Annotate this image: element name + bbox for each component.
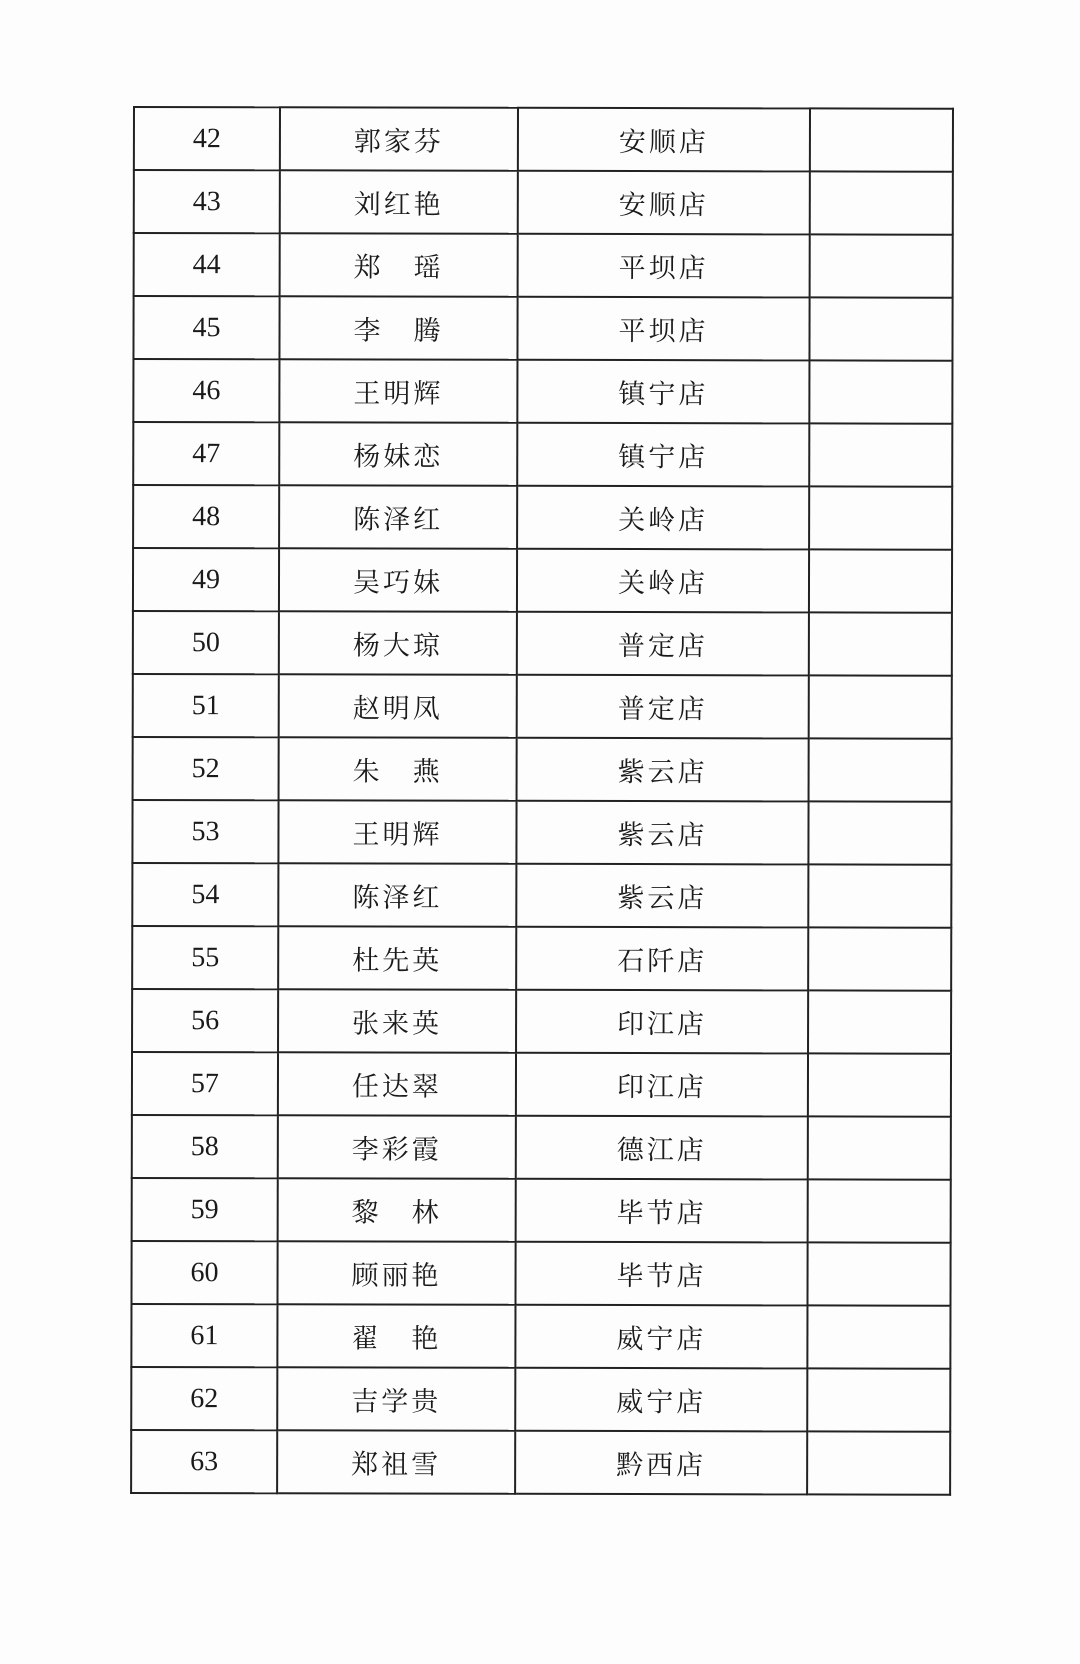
name-cell: 黎 林	[278, 1178, 516, 1241]
row-number-cell: 61	[131, 1304, 277, 1367]
store-cell: 关岭店	[517, 549, 809, 613]
row-number-cell: 51	[133, 674, 279, 737]
table-row	[132, 800, 951, 865]
name-cell: 陈泽红	[279, 485, 517, 548]
name-cell: 任达翠	[278, 1052, 516, 1115]
store-cell: 安顺店	[518, 108, 810, 172]
store-cell: 紫云店	[517, 738, 809, 802]
row-number-cell: 48	[133, 485, 279, 548]
table-row	[133, 611, 952, 676]
table-row	[132, 989, 951, 1054]
name-cell: 郭家芬	[280, 107, 518, 170]
store-cell: 平坝店	[518, 234, 810, 298]
name-cell: 朱 燕	[279, 737, 517, 800]
remark-cell	[810, 171, 953, 234]
name-cell: 杨妹恋	[279, 422, 517, 485]
name-cell: 杜先英	[278, 926, 516, 989]
name-cell: 顾丽艳	[277, 1241, 515, 1304]
remark-cell	[808, 1053, 951, 1116]
name-cell: 杨大琼	[279, 611, 517, 674]
store-cell: 镇宁店	[517, 423, 809, 487]
store-cell: 黔西店	[515, 1431, 807, 1495]
store-cell: 德江店	[516, 1116, 808, 1180]
store-cell: 关岭店	[517, 486, 809, 550]
remark-cell	[807, 1368, 950, 1431]
store-cell: 威宁店	[515, 1305, 807, 1369]
table-row	[133, 296, 952, 361]
remark-cell	[809, 675, 952, 738]
remark-cell	[810, 234, 953, 297]
row-number-cell: 60	[131, 1241, 277, 1304]
table-row	[131, 1304, 950, 1369]
table-row	[133, 674, 952, 739]
store-cell: 毕节店	[515, 1242, 807, 1306]
remark-cell	[808, 990, 951, 1053]
name-cell: 赵明凤	[279, 674, 517, 737]
remark-cell	[807, 1431, 950, 1494]
remark-cell	[808, 927, 951, 990]
row-number-cell: 56	[132, 989, 278, 1052]
row-number-cell: 57	[132, 1052, 278, 1115]
row-number-cell: 42	[134, 107, 280, 170]
row-number-cell: 54	[132, 863, 278, 926]
name-cell: 李 腾	[279, 296, 517, 359]
remark-cell	[810, 108, 953, 171]
row-number-cell: 45	[133, 296, 279, 359]
remark-cell	[809, 486, 952, 549]
table-row	[131, 1241, 950, 1306]
staff-table	[130, 106, 954, 1496]
store-cell: 印江店	[516, 1053, 808, 1117]
store-cell: 安顺店	[518, 171, 810, 235]
store-cell: 镇宁店	[517, 360, 809, 424]
store-cell: 普定店	[517, 612, 809, 676]
table-row	[133, 737, 952, 802]
row-number-cell: 47	[133, 422, 279, 485]
row-number-cell: 46	[133, 359, 279, 422]
row-number-cell: 44	[134, 233, 280, 296]
name-cell: 郑 瑶	[280, 233, 518, 296]
name-cell: 王明辉	[279, 359, 517, 422]
remark-cell	[809, 297, 952, 360]
row-number-cell: 52	[133, 737, 279, 800]
name-cell: 李彩霞	[278, 1115, 516, 1178]
row-number-cell: 43	[134, 170, 280, 233]
table-row	[131, 1367, 950, 1432]
name-cell: 张来英	[278, 989, 516, 1052]
remark-cell	[808, 864, 951, 927]
remark-cell	[808, 801, 951, 864]
store-cell: 印江店	[516, 990, 808, 1054]
store-cell: 普定店	[517, 675, 809, 739]
table-row	[133, 422, 952, 487]
row-number-cell: 59	[132, 1178, 278, 1241]
remark-cell	[809, 423, 952, 486]
remark-cell	[808, 1116, 951, 1179]
table-row	[132, 1178, 951, 1243]
row-number-cell: 55	[132, 926, 278, 989]
store-cell: 紫云店	[516, 801, 808, 865]
table-row	[134, 233, 953, 298]
store-cell: 威宁店	[515, 1368, 807, 1432]
store-cell: 毕节店	[516, 1179, 808, 1243]
table-row	[132, 1115, 951, 1180]
remark-cell	[809, 360, 952, 423]
name-cell: 吉学贵	[277, 1367, 515, 1430]
table-row	[133, 485, 952, 550]
name-cell: 陈泽红	[278, 863, 516, 926]
row-number-cell: 50	[133, 611, 279, 674]
row-number-cell: 49	[133, 548, 279, 611]
table-row	[131, 1430, 950, 1495]
name-cell: 吴巧妹	[279, 548, 517, 611]
remark-cell	[809, 738, 952, 801]
table-row	[132, 863, 951, 928]
store-cell: 紫云店	[516, 864, 808, 928]
name-cell: 郑祖雪	[277, 1430, 515, 1493]
table-row	[132, 926, 951, 991]
table-row	[134, 170, 953, 235]
remark-cell	[809, 612, 952, 675]
row-number-cell: 63	[131, 1430, 277, 1493]
table-row	[132, 1052, 951, 1117]
remark-cell	[809, 549, 952, 612]
remark-cell	[807, 1242, 950, 1305]
row-number-cell: 53	[132, 800, 278, 863]
remark-cell	[808, 1179, 951, 1242]
name-cell: 王明辉	[278, 800, 516, 863]
store-cell: 石阡店	[516, 927, 808, 991]
store-cell: 平坝店	[517, 297, 809, 361]
table-row	[134, 107, 953, 172]
table-row	[133, 548, 952, 613]
remark-cell	[807, 1305, 950, 1368]
table-row	[133, 359, 952, 424]
name-cell: 翟 艳	[277, 1304, 515, 1367]
staff-table-body	[131, 107, 953, 1495]
row-number-cell: 58	[132, 1115, 278, 1178]
row-number-cell: 62	[131, 1367, 277, 1430]
name-cell: 刘红艳	[280, 170, 518, 233]
